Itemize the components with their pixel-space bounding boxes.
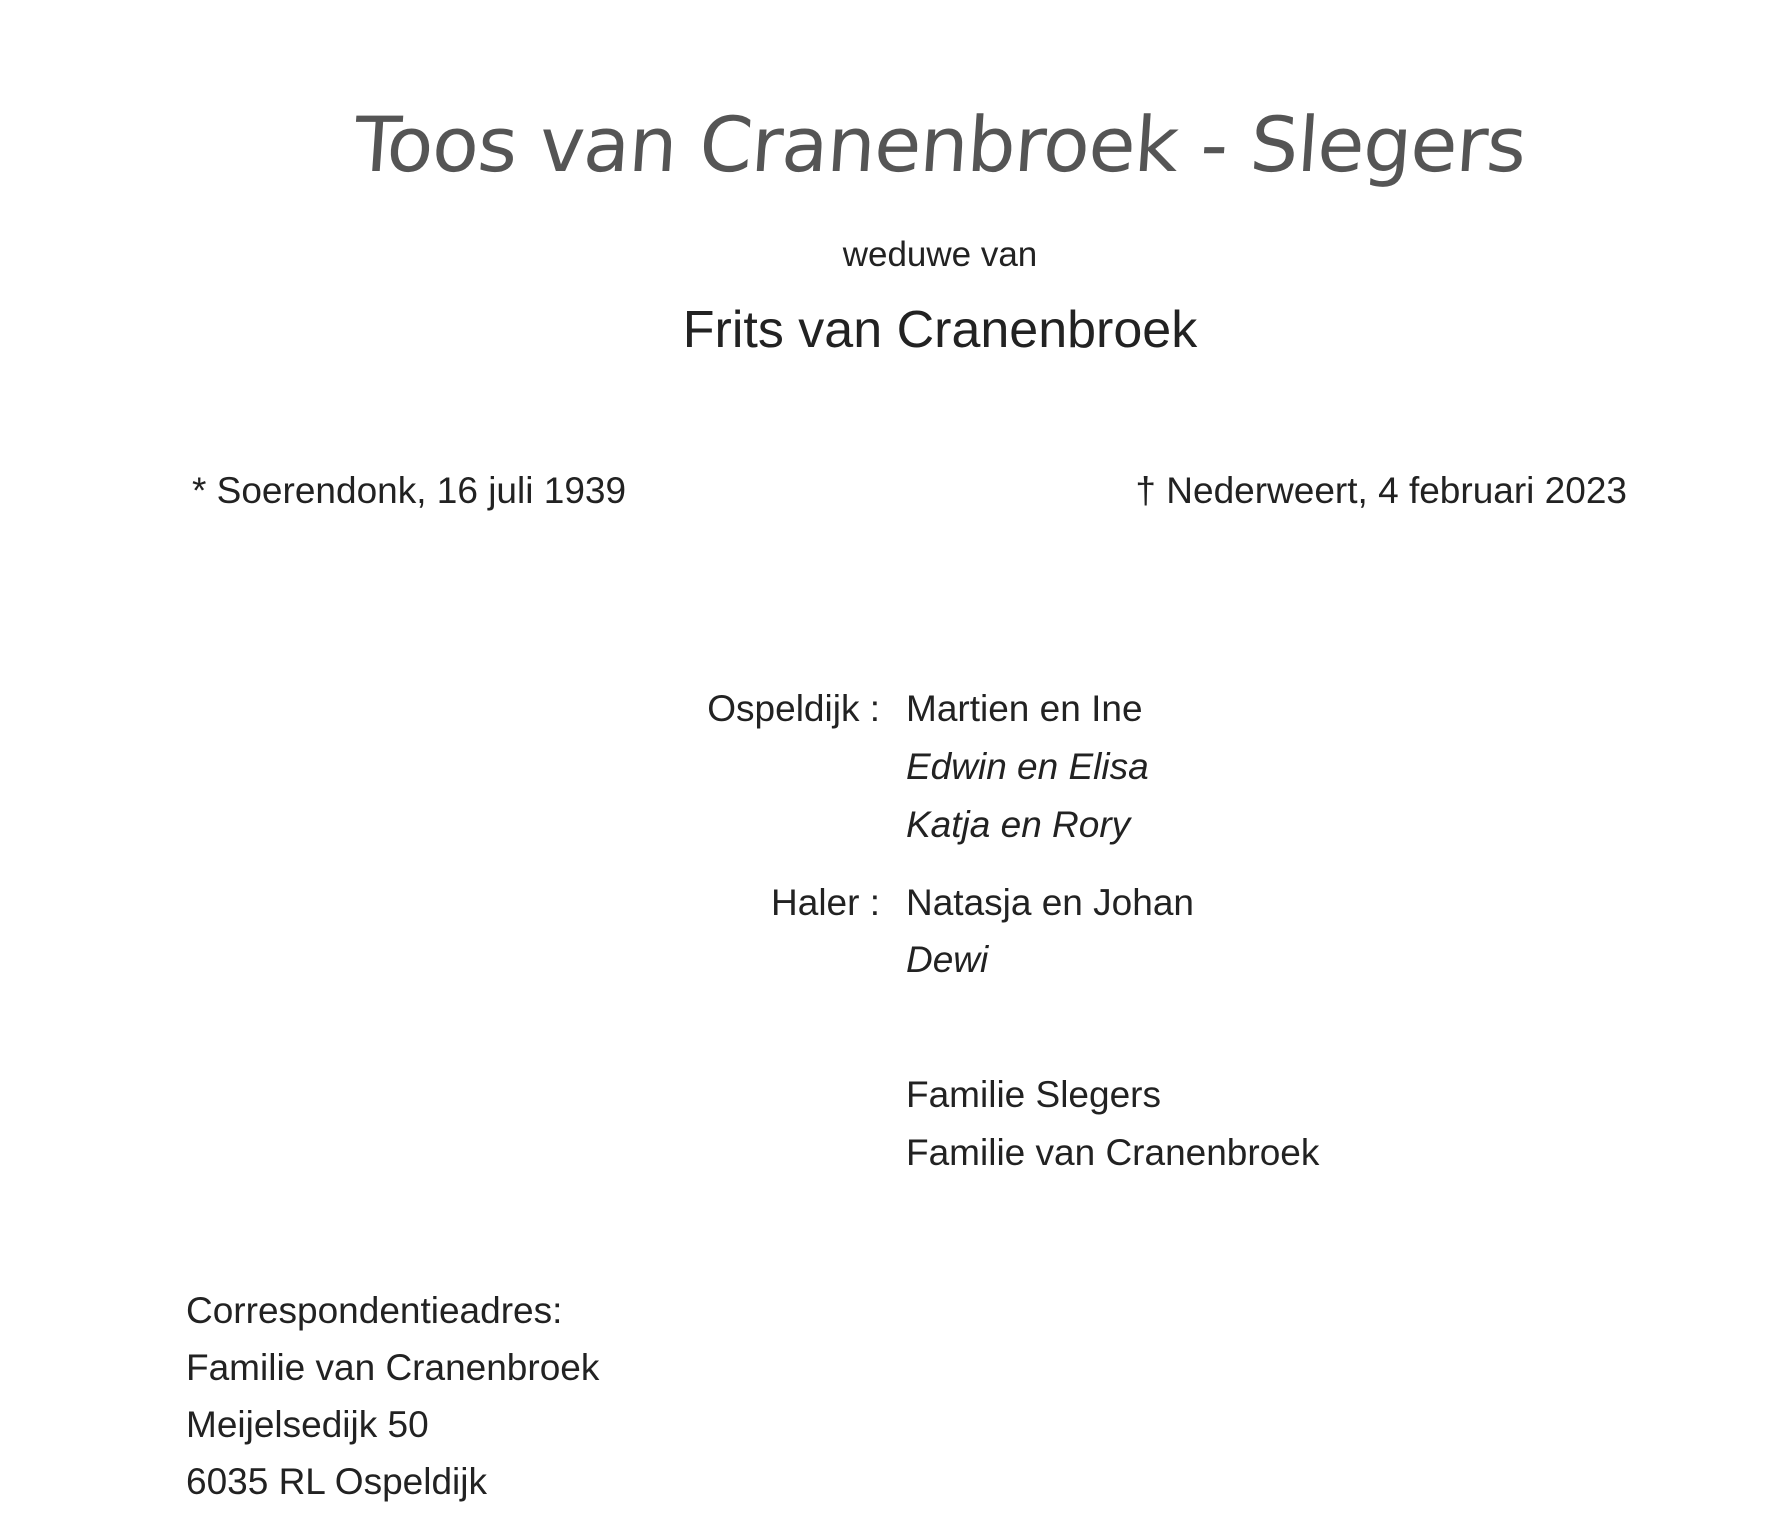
family-member: Martien en Ine [906,688,1143,729]
correspondence-heading: Correspondentieadres: [186,1290,563,1331]
birth-date: * Soerendonk, 16 juli 1939 [192,470,627,511]
deceased-name: Toos van Cranenbroek - Slegers [351,100,1529,189]
grandchild-member: Dewi [906,939,989,980]
grandchild-member: Katja en Rory [906,804,1131,845]
extended-family: Familie Slegers [906,1074,1161,1115]
address-line: Familie van Cranenbroek [186,1347,600,1388]
grandchild-member: Edwin en Elisa [906,746,1149,787]
address-line: 6035 RL Ospeldijk [186,1461,487,1502]
address-line: Meijelsedijk 50 [186,1404,429,1445]
death-date: † Nederweert, 4 februari 2023 [1135,470,1627,511]
extended-family: Familie van Cranenbroek [906,1132,1320,1173]
place-label-ospeldijk: Ospeldijk : [707,688,880,729]
spouse-name: Frits van Cranenbroek [682,301,1198,359]
widow-label: weduwe van [842,235,1038,274]
family-member: Natasja en Johan [906,882,1194,923]
place-label-haler: Haler : [771,882,880,923]
